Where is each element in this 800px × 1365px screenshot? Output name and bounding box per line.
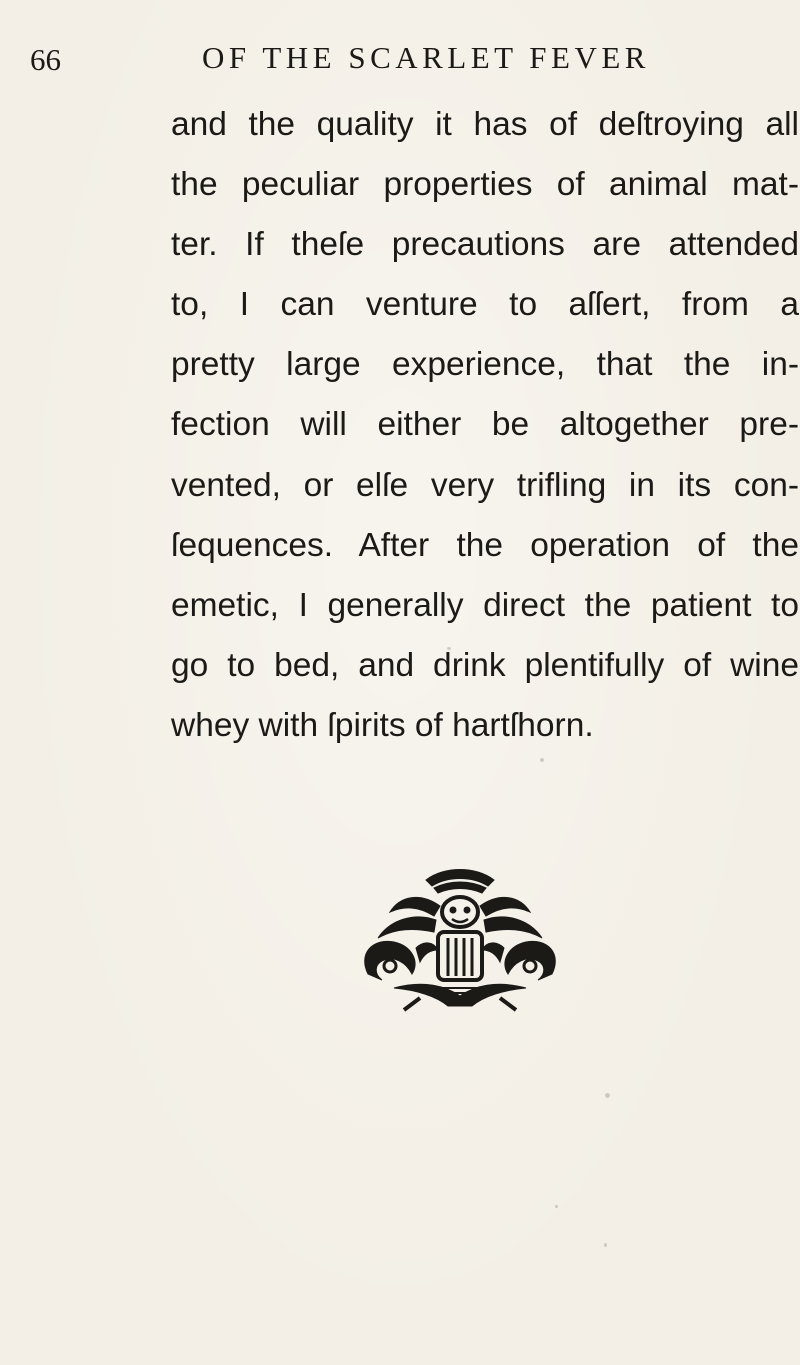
paper-speck — [604, 1243, 607, 1247]
paper-speck — [540, 758, 544, 762]
paper-speck — [605, 1093, 610, 1098]
text-line: emetic, I generally direct the patient to — [171, 586, 799, 624]
text-line: fection will either be altogether pre- — [171, 406, 799, 444]
text-line: to, I can venture to aſſert, from a — [171, 286, 799, 324]
text-line: the peculiar properties of animal mat- — [171, 166, 799, 204]
text-line: vented, or elſe very trifling in its con- — [171, 466, 799, 504]
text-line: ſequences. After the operation of the — [171, 526, 799, 564]
text-line: go to bed, and drink plentifully of wine — [171, 646, 799, 684]
paper-speck — [555, 1205, 558, 1208]
page-number: 66 — [30, 42, 61, 77]
text-line: and the quality it has of deſtroying all — [171, 106, 799, 143]
text-line-last: whey with ſpirits of hartſhorn. — [171, 706, 594, 744]
text-line: ter. If theſe precautions are attended — [171, 226, 799, 264]
text-line: pretty large experience, that the in- — [171, 346, 799, 384]
body-text — [171, 95, 799, 756]
printers-ornament-icon — [354, 862, 566, 1012]
running-head: OF THE SCARLET FEVER — [202, 40, 650, 75]
paper-speck — [447, 647, 451, 650]
